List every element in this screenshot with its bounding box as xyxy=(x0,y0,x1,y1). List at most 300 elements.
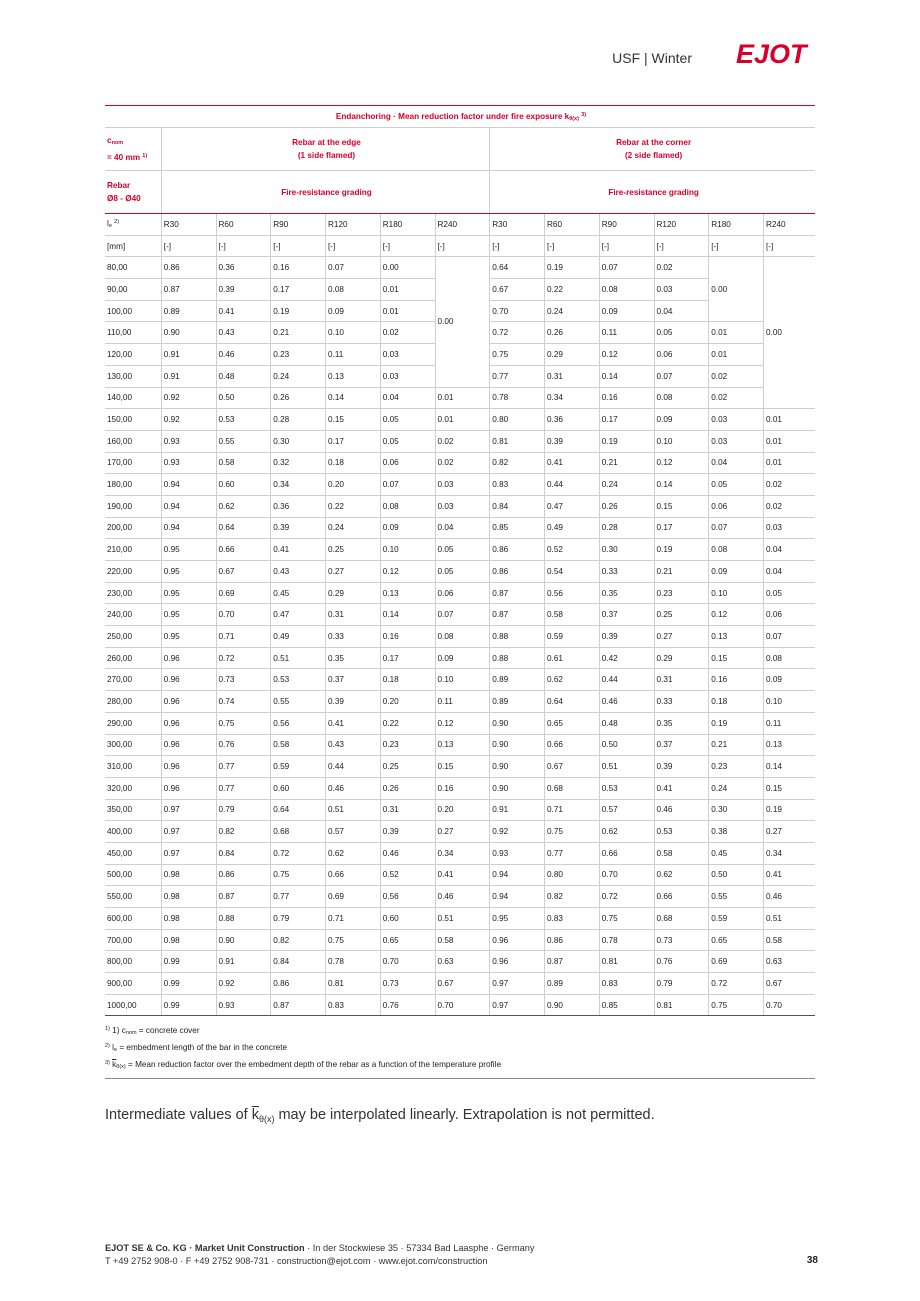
table-row xyxy=(105,452,815,474)
unit-dash: [-] xyxy=(435,235,490,257)
footer-contact: T +49 2752 908-0 · F +49 2752 908-731 · construction@ejot.com · www.ejot.com/construction xyxy=(105,1256,488,1266)
unit-dash: [-] xyxy=(326,235,381,257)
cell-value: 0.41 xyxy=(326,712,381,734)
cell-value: 0.03 xyxy=(435,474,490,496)
cell-value: 0.86 xyxy=(161,257,216,279)
cell-value: 0.60 xyxy=(380,908,435,930)
page-number: 38 xyxy=(806,1255,818,1266)
row-le: 150,00 xyxy=(105,409,161,431)
cell-value: 0.95 xyxy=(161,604,216,626)
cell-value: 0.01 xyxy=(764,452,816,474)
cell-value: 0.28 xyxy=(599,517,654,539)
cell-value: 0.96 xyxy=(161,712,216,734)
cell-value: 0.23 xyxy=(380,734,435,756)
cell-value: 0.43 xyxy=(216,322,271,344)
cell-value: 0.69 xyxy=(326,886,381,908)
cell-value: 0.26 xyxy=(545,322,600,344)
cell-value: 0.82 xyxy=(490,452,545,474)
cell-value: 0.13 xyxy=(380,582,435,604)
cell-value: 0.19 xyxy=(654,539,709,561)
table-row xyxy=(105,734,815,756)
table-row xyxy=(105,886,815,908)
row-le: 190,00 xyxy=(105,495,161,517)
cell-value: 0.39 xyxy=(545,430,600,452)
footnote-1: $^{1)}$ 1) cnom = concrete cover xyxy=(105,1026,200,1036)
cell-value: 0.94 xyxy=(161,495,216,517)
cell-value: 0.12 xyxy=(654,452,709,474)
cell-value: 0.24 xyxy=(709,777,764,799)
table-row xyxy=(105,582,815,604)
row-le: 310,00 xyxy=(105,756,161,778)
cell-value: 0.75 xyxy=(545,821,600,843)
cell-value: 0.39 xyxy=(380,821,435,843)
cell-value: 0.39 xyxy=(654,756,709,778)
merged-zero-edge-r240: 0.00 xyxy=(435,257,490,387)
row-le: 200,00 xyxy=(105,517,161,539)
cell-value: 0.03 xyxy=(709,430,764,452)
cell-value: 0.78 xyxy=(326,951,381,973)
cell-value: 0.07 xyxy=(654,365,709,387)
cell-value: 0.19 xyxy=(545,257,600,279)
cell-value: 0.02 xyxy=(764,495,816,517)
cell-value: 0.70 xyxy=(216,604,271,626)
cell-value: 0.56 xyxy=(545,582,600,604)
cell-value: 0.10 xyxy=(380,539,435,561)
cell-value: 0.03 xyxy=(709,409,764,431)
cell-value: 0.70 xyxy=(599,864,654,886)
cell-value: 0.45 xyxy=(709,842,764,864)
cell-value: 0.77 xyxy=(490,365,545,387)
cell-value: 0.31 xyxy=(654,669,709,691)
cell-value: 0.62 xyxy=(599,821,654,843)
cell-value: 0.37 xyxy=(599,604,654,626)
cell-value: 0.07 xyxy=(326,257,381,279)
cell-value: 0.35 xyxy=(654,712,709,734)
cell-value: 0.46 xyxy=(216,344,271,366)
cell-value: 0.20 xyxy=(435,799,490,821)
cell-value: 0.75 xyxy=(709,994,764,1016)
cell-value: 0.54 xyxy=(545,561,600,583)
cell-value: 0.58 xyxy=(764,929,816,951)
edge-grading: Fire-resistance grading xyxy=(161,171,490,214)
cell-value: 0.06 xyxy=(654,344,709,366)
cell-value: 0.23 xyxy=(709,756,764,778)
cell-value: 0.27 xyxy=(654,626,709,648)
cell-value: 0.63 xyxy=(435,951,490,973)
cell-value: 0.03 xyxy=(380,365,435,387)
cell-value: 0.02 xyxy=(709,365,764,387)
cell-value: 0.14 xyxy=(654,474,709,496)
cell-value: 0.73 xyxy=(380,973,435,995)
cell-value: 0.72 xyxy=(709,973,764,995)
table-row xyxy=(105,973,815,995)
cell-value: 0.16 xyxy=(380,626,435,648)
cell-value: 0.87 xyxy=(161,279,216,301)
cell-value: 0.87 xyxy=(545,951,600,973)
cell-value: 0.09 xyxy=(326,300,381,322)
cell-value: 0.51 xyxy=(599,756,654,778)
column-header: R30 xyxy=(490,214,545,236)
cell-value: 0.65 xyxy=(545,712,600,734)
row-le: 180,00 xyxy=(105,474,161,496)
table-row xyxy=(105,387,815,409)
cell-value: 0.08 xyxy=(435,626,490,648)
cell-value: 0.29 xyxy=(326,582,381,604)
cell-value: 0.46 xyxy=(326,777,381,799)
cell-value: 0.38 xyxy=(709,821,764,843)
cell-value: 0.97 xyxy=(490,973,545,995)
cell-value: 0.92 xyxy=(490,821,545,843)
cell-value: 0.86 xyxy=(271,973,326,995)
cell-value: 0.59 xyxy=(545,626,600,648)
cell-value: 0.27 xyxy=(764,821,816,843)
cell-value: 0.13 xyxy=(435,734,490,756)
cell-value: 0.12 xyxy=(709,604,764,626)
row-le: 600,00 xyxy=(105,908,161,930)
cell-value: 0.62 xyxy=(545,669,600,691)
cell-value: 0.41 xyxy=(435,864,490,886)
cell-value: 0.37 xyxy=(654,734,709,756)
cell-value: 0.26 xyxy=(271,387,326,409)
cell-value: 0.55 xyxy=(271,691,326,713)
table-row xyxy=(105,257,815,279)
cell-value: 0.41 xyxy=(654,777,709,799)
table-row xyxy=(105,994,815,1016)
column-header: R90 xyxy=(271,214,326,236)
cell-value: 0.71 xyxy=(216,626,271,648)
cell-value: 0.82 xyxy=(545,886,600,908)
cell-value: 0.12 xyxy=(599,344,654,366)
cell-value: 0.61 xyxy=(545,647,600,669)
cnom-label: cnom = 40 mm $^{1)}$ xyxy=(105,128,161,171)
row-le: 300,00 xyxy=(105,734,161,756)
cell-value: 0.35 xyxy=(599,582,654,604)
row-le: 400,00 xyxy=(105,821,161,843)
cell-value: 0.89 xyxy=(490,691,545,713)
cell-value: 0.53 xyxy=(654,821,709,843)
cell-value: 0.24 xyxy=(326,517,381,539)
cell-value: 0.02 xyxy=(435,430,490,452)
cell-value: 0.28 xyxy=(271,409,326,431)
merged-zero-corner-r240: 0.00 xyxy=(764,257,816,409)
row-le: 120,00 xyxy=(105,344,161,366)
cell-value: 0.39 xyxy=(599,626,654,648)
cell-value: 0.01 xyxy=(709,344,764,366)
cell-value: 0.50 xyxy=(216,387,271,409)
corner-grading: Fire-resistance grading xyxy=(490,171,815,214)
cell-value: 0.81 xyxy=(599,951,654,973)
row-le: 450,00 xyxy=(105,842,161,864)
cell-value: 0.31 xyxy=(380,799,435,821)
row-le: 500,00 xyxy=(105,864,161,886)
cell-value: 0.51 xyxy=(326,799,381,821)
column-header: R30 xyxy=(161,214,216,236)
cell-value: 0.66 xyxy=(326,864,381,886)
header-title: USF | Winter xyxy=(612,50,692,66)
cell-value: 0.64 xyxy=(490,257,545,279)
cell-value: 0.99 xyxy=(161,973,216,995)
cell-value: 0.55 xyxy=(709,886,764,908)
cell-value: 0.06 xyxy=(435,582,490,604)
cell-value: 0.21 xyxy=(654,561,709,583)
cell-value: 0.22 xyxy=(545,279,600,301)
table-row xyxy=(105,647,815,669)
cell-value: 0.85 xyxy=(490,517,545,539)
cell-value: 0.92 xyxy=(161,387,216,409)
cell-value: 0.68 xyxy=(654,908,709,930)
cell-value: 0.07 xyxy=(764,626,816,648)
cell-value: 0.57 xyxy=(326,821,381,843)
cell-value: 0.14 xyxy=(764,756,816,778)
cell-value: 0.77 xyxy=(271,886,326,908)
cell-value: 0.86 xyxy=(490,539,545,561)
cell-value: 0.96 xyxy=(161,734,216,756)
cell-value: 0.23 xyxy=(271,344,326,366)
cell-value: 0.81 xyxy=(490,430,545,452)
cell-value: 0.17 xyxy=(380,647,435,669)
cell-value: 0.91 xyxy=(216,951,271,973)
cell-value: 0.46 xyxy=(764,886,816,908)
cell-value: 0.67 xyxy=(490,279,545,301)
cell-value: 0.46 xyxy=(435,886,490,908)
cell-value: 0.02 xyxy=(380,322,435,344)
cell-value: 0.01 xyxy=(380,279,435,301)
unit-dash: [-] xyxy=(161,235,216,257)
cell-value: 0.97 xyxy=(490,994,545,1016)
cell-value: 0.91 xyxy=(161,365,216,387)
cell-value: 0.39 xyxy=(216,279,271,301)
cell-value: 0.13 xyxy=(326,365,381,387)
cell-value: 0.31 xyxy=(326,604,381,626)
table-row xyxy=(105,777,815,799)
cell-value: 0.10 xyxy=(435,669,490,691)
cell-value: 0.81 xyxy=(654,994,709,1016)
ejot-logo xyxy=(736,39,816,67)
corner-header: Rebar at the corner (2 side flamed) xyxy=(490,128,815,171)
cell-value: 0.48 xyxy=(216,365,271,387)
cell-value: 0.02 xyxy=(764,474,816,496)
column-header: R180 xyxy=(709,214,764,236)
cell-value: 0.83 xyxy=(599,973,654,995)
table-row xyxy=(105,756,815,778)
cell-value: 0.95 xyxy=(161,626,216,648)
cell-value: 0.18 xyxy=(380,669,435,691)
cell-value: 0.41 xyxy=(545,452,600,474)
cell-value: 0.01 xyxy=(764,430,816,452)
cell-value: 0.67 xyxy=(545,756,600,778)
cell-value: 0.88 xyxy=(490,626,545,648)
cell-value: 0.95 xyxy=(161,561,216,583)
cell-value: 0.94 xyxy=(490,886,545,908)
reduction-factor-table xyxy=(105,105,815,1016)
cell-value: 0.99 xyxy=(161,951,216,973)
table-row xyxy=(105,799,815,821)
cell-value: 0.19 xyxy=(764,799,816,821)
cell-value: 0.51 xyxy=(435,908,490,930)
cell-value: 0.04 xyxy=(654,300,709,322)
cell-value: 0.48 xyxy=(599,712,654,734)
row-le: 230,00 xyxy=(105,582,161,604)
cell-value: 0.81 xyxy=(326,973,381,995)
column-header: R60 xyxy=(545,214,600,236)
cell-value: 0.71 xyxy=(326,908,381,930)
table-row xyxy=(105,495,815,517)
cell-value: 0.97 xyxy=(161,842,216,864)
cell-value: 0.33 xyxy=(654,691,709,713)
cell-value: 0.59 xyxy=(271,756,326,778)
cell-value: 0.05 xyxy=(654,322,709,344)
unit-dash: [-] xyxy=(764,235,816,257)
cell-value: 0.79 xyxy=(216,799,271,821)
cell-value: 0.01 xyxy=(435,409,490,431)
cell-value: 0.43 xyxy=(271,561,326,583)
cell-value: 0.72 xyxy=(599,886,654,908)
cell-value: 0.95 xyxy=(161,582,216,604)
cell-value: 0.59 xyxy=(709,908,764,930)
cell-value: 0.14 xyxy=(380,604,435,626)
row-le: 1000,00 xyxy=(105,994,161,1016)
row-le: 270,00 xyxy=(105,669,161,691)
cell-value: 0.77 xyxy=(545,842,600,864)
cell-value: 0.24 xyxy=(271,365,326,387)
cell-value: 0.55 xyxy=(216,430,271,452)
cell-value: 0.93 xyxy=(161,430,216,452)
cell-value: 0.06 xyxy=(380,452,435,474)
table-row xyxy=(105,409,815,431)
cell-value: 0.21 xyxy=(599,452,654,474)
cell-value: 0.58 xyxy=(654,842,709,864)
cell-value: 0.19 xyxy=(709,712,764,734)
cell-value: 0.16 xyxy=(435,777,490,799)
row-le: 900,00 xyxy=(105,973,161,995)
cell-value: 0.90 xyxy=(161,322,216,344)
cell-value: 0.46 xyxy=(599,691,654,713)
cell-value: 0.94 xyxy=(490,864,545,886)
row-le: 700,00 xyxy=(105,929,161,951)
cell-value: 0.20 xyxy=(326,474,381,496)
row-le: 130,00 xyxy=(105,365,161,387)
cell-value: 0.09 xyxy=(764,669,816,691)
cell-value: 0.09 xyxy=(654,409,709,431)
cell-value: 0.75 xyxy=(490,344,545,366)
cell-value: 0.04 xyxy=(709,452,764,474)
cell-value: 0.89 xyxy=(545,973,600,995)
cell-value: 0.36 xyxy=(545,409,600,431)
cell-value: 0.96 xyxy=(161,691,216,713)
cell-value: 0.44 xyxy=(599,669,654,691)
cell-value: 0.90 xyxy=(216,929,271,951)
cell-value: 0.98 xyxy=(161,908,216,930)
cell-value: 0.02 xyxy=(435,452,490,474)
cell-value: 0.01 xyxy=(435,387,490,409)
cell-value: 0.68 xyxy=(545,777,600,799)
cell-value: 0.12 xyxy=(380,561,435,583)
cell-value: 0.78 xyxy=(490,387,545,409)
cell-value: 0.01 xyxy=(380,300,435,322)
row-le: 90,00 xyxy=(105,279,161,301)
cell-value: 0.33 xyxy=(326,626,381,648)
cell-value: 0.17 xyxy=(599,409,654,431)
svg-text:EJOT: EJOT xyxy=(736,39,807,67)
table-row xyxy=(105,951,815,973)
table-row xyxy=(105,929,815,951)
table-row xyxy=(105,430,815,452)
column-header: R240 xyxy=(435,214,490,236)
edge-header: Rebar at the edge (1 side flamed) xyxy=(161,128,490,171)
cell-value: 0.03 xyxy=(764,517,816,539)
cell-value: 0.56 xyxy=(380,886,435,908)
cell-value: 0.03 xyxy=(380,344,435,366)
cell-value: 0.58 xyxy=(545,604,600,626)
cell-value: 0.15 xyxy=(326,409,381,431)
table-row xyxy=(105,842,815,864)
row-le: 160,00 xyxy=(105,430,161,452)
cell-value: 0.27 xyxy=(326,561,381,583)
cell-value: 0.00 xyxy=(380,257,435,279)
cell-value: 0.93 xyxy=(161,452,216,474)
cell-value: 0.66 xyxy=(599,842,654,864)
cell-value: 0.75 xyxy=(326,929,381,951)
cell-value: 0.18 xyxy=(709,691,764,713)
cell-value: 0.75 xyxy=(271,864,326,886)
cell-value: 0.35 xyxy=(326,647,381,669)
cell-value: 0.79 xyxy=(271,908,326,930)
cell-value: 0.75 xyxy=(599,908,654,930)
unit-dash: [-] xyxy=(654,235,709,257)
cell-value: 0.21 xyxy=(271,322,326,344)
cell-value: 0.96 xyxy=(161,647,216,669)
cell-value: 0.62 xyxy=(326,842,381,864)
cell-value: 0.05 xyxy=(435,561,490,583)
cell-value: 0.41 xyxy=(271,539,326,561)
cell-value: 0.26 xyxy=(599,495,654,517)
table-row xyxy=(105,474,815,496)
cell-value: 0.62 xyxy=(654,864,709,886)
cell-value: 0.25 xyxy=(380,756,435,778)
cell-value: 0.47 xyxy=(271,604,326,626)
cell-value: 0.33 xyxy=(599,561,654,583)
cell-value: 0.72 xyxy=(216,647,271,669)
cell-value: 0.09 xyxy=(709,561,764,583)
cell-value: 0.02 xyxy=(654,257,709,279)
cell-value: 0.18 xyxy=(326,452,381,474)
interpolation-note: Intermediate values of $\overline{k}_{\theta(x)}$ may be interpolated linearly. Extrapolation is not permitted. xyxy=(105,1107,655,1124)
cell-value: 0.96 xyxy=(161,756,216,778)
cell-value: 0.77 xyxy=(216,756,271,778)
cell-value: 0.51 xyxy=(764,908,816,930)
cell-value: 0.98 xyxy=(161,864,216,886)
cell-value: 0.64 xyxy=(271,799,326,821)
row-le: 800,00 xyxy=(105,951,161,973)
cell-value: 0.09 xyxy=(599,300,654,322)
cell-value: 0.86 xyxy=(545,929,600,951)
cell-value: 0.01 xyxy=(764,409,816,431)
cell-value: 0.98 xyxy=(161,929,216,951)
cell-value: 0.29 xyxy=(654,647,709,669)
cell-value: 0.15 xyxy=(435,756,490,778)
cell-value: 0.09 xyxy=(435,647,490,669)
cell-value: 0.06 xyxy=(764,604,816,626)
unit-dash: [-] xyxy=(490,235,545,257)
cell-value: 0.31 xyxy=(545,365,600,387)
cell-value: 0.17 xyxy=(654,517,709,539)
cell-value: 0.83 xyxy=(545,908,600,930)
cell-value: 0.09 xyxy=(380,517,435,539)
row-le: 110,00 xyxy=(105,322,161,344)
cell-value: 0.14 xyxy=(599,365,654,387)
table-title: Endanchoring · Mean reduction factor under fire exposure kθ(x) $^{3)}$ xyxy=(105,106,815,128)
cell-value: 0.67 xyxy=(764,973,816,995)
